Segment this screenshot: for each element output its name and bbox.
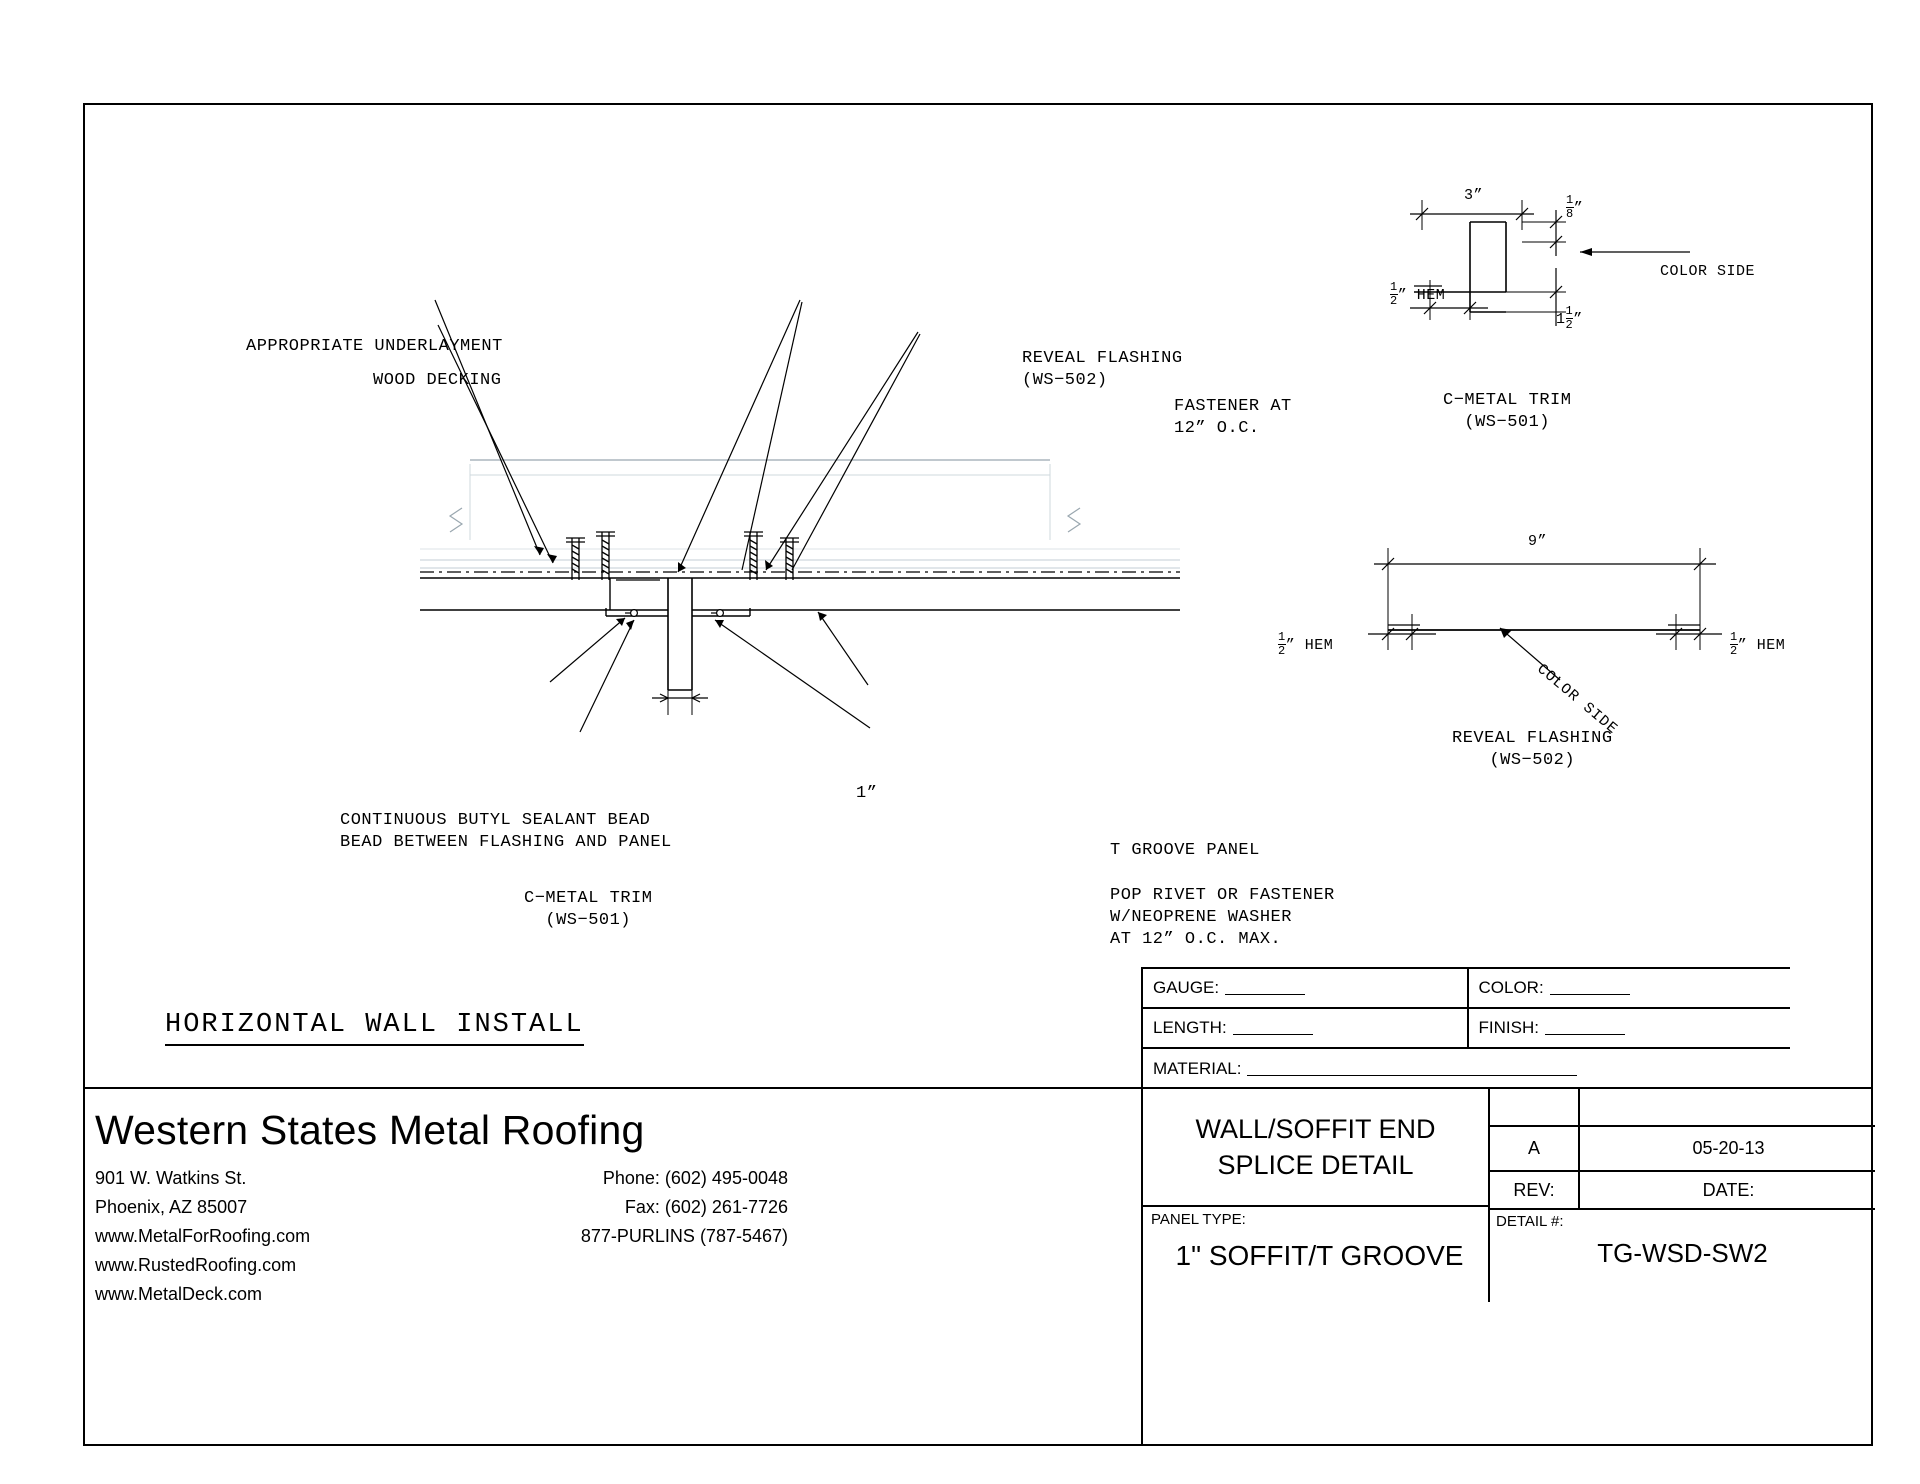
callout-underlayment: APPROPRIATE UNDERLAYMENT	[246, 337, 503, 356]
c-metal-color-side: COLOR SIDE	[1660, 263, 1756, 280]
revision-grid-row-captions	[1490, 1172, 1875, 1210]
color-blank[interactable]	[1550, 981, 1630, 995]
date-value: 05-20-13	[1578, 1127, 1877, 1170]
revision-grid-row-blank	[1490, 1089, 1875, 1127]
company-address	[95, 1164, 310, 1309]
reveal-title-line1: REVEAL FLASHING	[1452, 729, 1613, 748]
spec-field-gauge[interactable]: GAUGE:	[1143, 969, 1467, 1007]
fraction-one-half-hem-left: $\frac{1}{2}$	[1278, 630, 1286, 658]
main-section-detail	[420, 420, 1180, 820]
callout-reveal-flashing-line1: REVEAL FLASHING	[1022, 349, 1183, 368]
company-phones	[478, 1164, 788, 1251]
fraction-one-eighth: $\frac{1}{8}$	[1566, 193, 1574, 221]
callout-c-metal-trim	[524, 888, 652, 932]
reveal-title	[1452, 728, 1613, 772]
detail-title	[1143, 1089, 1488, 1207]
callout-reveal-flashing-line2: (WS−502)	[1022, 371, 1108, 391]
callout-pop-rivet	[1110, 885, 1335, 951]
gauge-blank[interactable]	[1225, 981, 1305, 995]
revision-grid-row-detail	[1490, 1210, 1875, 1302]
spec-field-length[interactable]: LENGTH:	[1143, 1009, 1467, 1047]
fraction-one-half: $\frac{1}{2}$	[1565, 304, 1574, 332]
callout-sealant	[340, 810, 672, 854]
callout-t-groove-panel: T GROOVE PANEL	[1110, 841, 1260, 860]
c-metal-title	[1443, 390, 1571, 434]
detail-title-line1: WALL/SOFFIT END	[1195, 1114, 1436, 1144]
callout-fastener-line2: 12” O.C.	[1174, 419, 1260, 439]
dimension-one-inch: 1”	[856, 784, 878, 803]
callout-fastener-line1: FASTENER AT	[1174, 397, 1292, 416]
spec-row-gauge-color	[1143, 969, 1790, 1009]
title-block-right	[1141, 1089, 1873, 1446]
callout-sealant-line1: CONTINUOUS BUTYL SEALANT BEAD	[340, 811, 651, 830]
detail-title-line2: SPLICE DETAIL	[1217, 1150, 1414, 1180]
fraction-one-half-hem-right: $\frac{1}{2}$	[1730, 630, 1738, 658]
c-metal-title-line1: C−METAL TRIM	[1443, 391, 1572, 410]
c-metal-dim-right-lower: 1 $\frac{1}{2}$ ”	[1556, 304, 1583, 332]
fraction-one-half-hem: $\frac{1}{2}$	[1390, 280, 1398, 308]
c-metal-dim-right-upper: $\frac{1}{8}$ ”	[1566, 193, 1584, 221]
callout-pop-rivet-line1: POP RIVET OR FASTENER	[1110, 886, 1335, 905]
panel-type-value: 1" SOFFIT/T GROOVE	[1175, 1240, 1464, 1271]
callout-pop-rivet-line2: W/NEOPRENE WASHER	[1110, 908, 1292, 928]
address-line-2: Phoenix, AZ 85007	[95, 1197, 248, 1217]
panel-type-caption: PANEL TYPE:	[1151, 1211, 1246, 1228]
profile-reveal-flashing	[1260, 530, 1820, 720]
material-blank[interactable]	[1247, 1062, 1577, 1076]
reveal-hem-left: $\frac{1}{2}$ ” HEM	[1278, 630, 1334, 658]
finish-blank[interactable]	[1545, 1021, 1625, 1035]
revision-grid	[1488, 1089, 1875, 1302]
callout-sealant-line2: BEAD BETWEEN FLASHING AND PANEL	[340, 833, 672, 853]
revision-grid-row-values	[1490, 1127, 1875, 1172]
phone-number: Phone: (602) 495-0048	[602, 1168, 788, 1188]
detail-number-caption: DETAIL #:	[1496, 1213, 1564, 1230]
company-name: Western States Metal Roofing	[95, 1107, 645, 1153]
section-title: HORIZONTAL WALL INSTALL	[165, 1010, 584, 1046]
company-info	[83, 1089, 1141, 1446]
reveal-color-side: COLOR SIDE	[1533, 660, 1621, 739]
title-block	[83, 1087, 1873, 1446]
callout-c-metal-trim-line1: C−METAL TRIM	[524, 889, 653, 908]
website-2[interactable]: www.RustedRoofing.com	[95, 1255, 297, 1275]
rev-caption: REV:	[1513, 1179, 1555, 1200]
callout-wood-decking: WOOD DECKING	[373, 371, 502, 390]
rev-blank-right	[1578, 1089, 1877, 1125]
tollfree-number: 877-PURLINS (787-5467)	[580, 1226, 788, 1246]
spec-field-material[interactable]: MATERIAL:	[1143, 1049, 1790, 1089]
callout-c-metal-trim-line2: (WS−501)	[545, 911, 632, 931]
fax-number: Fax: (602) 261-7726	[624, 1197, 788, 1217]
callout-pop-rivet-line3: AT 12” O.C. MAX.	[1110, 930, 1282, 950]
reveal-hem-right: $\frac{1}{2}$ ” HEM	[1730, 630, 1786, 658]
reveal-dim-top: 9”	[1528, 533, 1548, 550]
c-metal-hem-label: $\frac{1}{2}$ ” HEM	[1390, 280, 1446, 308]
spec-field-color[interactable]: COLOR:	[1467, 969, 1791, 1007]
website-1[interactable]: www.MetalForRoofing.com	[95, 1226, 311, 1246]
address-line-1: 901 W. Watkins St.	[95, 1168, 247, 1188]
c-metal-title-line2: (WS−501)	[1464, 413, 1551, 433]
rev-value: A	[1527, 1138, 1540, 1158]
callout-reveal-flashing	[1022, 348, 1183, 392]
spec-row-material	[1143, 1049, 1790, 1089]
rev-blank-left	[1490, 1089, 1578, 1125]
website-3[interactable]: www.MetalDeck.com	[95, 1284, 263, 1304]
c-metal-dim-top: 3”	[1464, 187, 1484, 204]
length-blank[interactable]	[1233, 1021, 1313, 1035]
panel-type-block	[1143, 1207, 1488, 1302]
detail-number-block	[1490, 1210, 1875, 1302]
detail-number-value: TG-WSD-SW2	[1597, 1238, 1768, 1268]
date-caption: DATE:	[1578, 1172, 1877, 1208]
reveal-title-line2: (WS−502)	[1489, 751, 1576, 771]
callout-fastener	[1174, 396, 1292, 440]
spec-row-length-finish	[1143, 1009, 1790, 1049]
spec-table	[1141, 967, 1790, 1087]
spec-field-finish[interactable]: FINISH:	[1467, 1009, 1791, 1047]
